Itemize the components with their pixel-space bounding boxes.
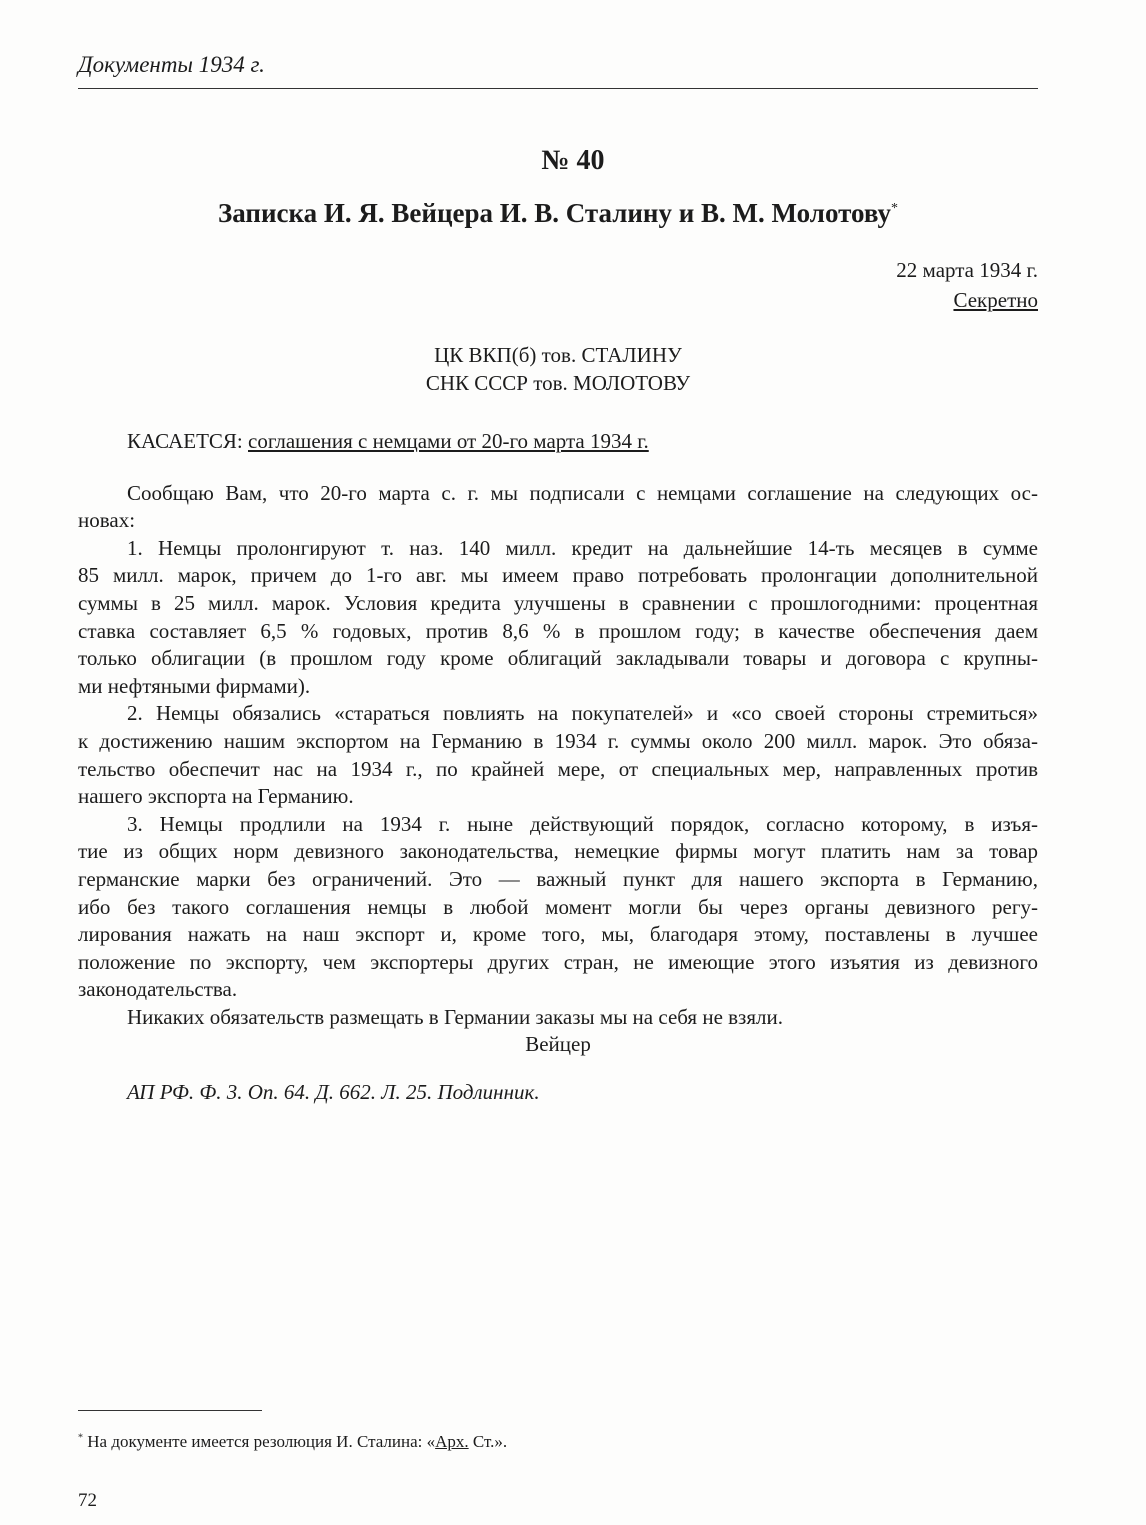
text-line: 1. Немцы пролонгируют т. наз. 140 милл. кредит на дальнейшие 14-ть месяцев в сумме (127, 535, 1038, 560)
header-rule (78, 88, 1038, 89)
text-line: суммы в 25 милл. марок. Условия кредита улучшены в сравнении с прошлогодними: процентная (78, 590, 1038, 615)
subject-label: КАСАЕТСЯ: (127, 429, 243, 453)
text-line: тельство обеспечит нас на 1934 г., по крайней мере, от специальных мер, направленных против (78, 756, 1038, 781)
footnote (78, 1432, 507, 1452)
footnote-underlined: Арх. (435, 1432, 469, 1451)
paragraphs (78, 480, 1038, 1032)
paragraph (78, 1004, 1038, 1032)
addressee-1: ЦК ВКП(б) тов. СТАЛИНУ (434, 343, 682, 367)
document-body (78, 428, 1038, 1107)
subject-text: соглашения с немцами от 20-го марта 1934 г. (248, 429, 649, 453)
footnote-text: На документе имеется резолюция И. Сталина: « (87, 1432, 436, 1451)
document-number: № 40 (541, 145, 605, 176)
text-line: 2. Немцы обязались «стараться повлиять на покупателей» и «со своей стороны стремиться» (127, 701, 1038, 726)
footnote-text-end: Ст.». (468, 1432, 508, 1451)
document-title-block (78, 198, 1038, 229)
archival-source: АП РФ. Ф. 3. Оп. 64. Д. 662. Л. 25. Подлинник. (127, 1080, 540, 1105)
text-line: ми нефтяными фирмами). (78, 673, 311, 698)
text-line: ставка составляет 6,5 % годовых, против 8,6 % в прошлом году; в качестве обеспечения даем (78, 618, 1038, 643)
subject-line (78, 428, 1038, 456)
footnote-rule (78, 1410, 262, 1411)
footnote-marker: * (891, 201, 898, 216)
paragraph (78, 480, 1038, 535)
text-line: нашего экспорта на Германию. (78, 784, 354, 809)
paragraph (78, 535, 1038, 701)
document-date: 22 марта 1934 г. (896, 258, 1038, 282)
paragraph (78, 700, 1038, 810)
text-line: 85 милл. марок, причем до 1-го авг. мы имеем право потребовать пролонгации дополнительной (78, 563, 1038, 588)
text-line: положение по экспорту, чем экспортеры других стран, не имеющие этого изъятия из девизного (78, 949, 1038, 974)
running-head: Документы 1934 г. (78, 52, 265, 77)
text-line: тие из общих норм девизного законодательства, немецкие фирмы могут платить нам за товар (78, 839, 1038, 864)
text-line: 3. Немцы продлили на 1934 г. ныне действующий порядок, согласно которому, в изъя- (127, 811, 1038, 836)
paragraph (78, 811, 1038, 1004)
text-line: новах: (78, 508, 136, 533)
text-line: ибо без такого соглашения немцы в любой момент могли бы через органы девизного регу- (78, 894, 1038, 919)
page-number: 72 (78, 1490, 97, 1511)
text-line: лирования нажать на наш экспорт и, кроме того, мы, благодаря этому, поставлены в лучшее (78, 922, 1038, 947)
text-line: германские марки без ограничений. Это — важный пункт для нашего экспорта в Германию, (78, 866, 1038, 891)
document-title: Записка И. Я. Вейцера И. В. Сталину и В. М. Молотову (218, 198, 891, 228)
classification-stamp: Секретно (953, 288, 1038, 312)
text-line: Сообщаю Вам, что 20-го марта с. г. мы подписали с немцами соглашение на следующих ос- (127, 480, 1038, 505)
text-line: законодательства. (78, 977, 238, 1002)
signature: Вейцер (525, 1032, 591, 1057)
footnote-mark: * (78, 1432, 83, 1444)
addressee-2: СНК СССР тов. МОЛОТОВУ (425, 371, 691, 395)
text-line: к достижению нашим экспортом на Германию в 1934 г. суммы около 200 милл. марок. Это обяза- (78, 728, 1038, 753)
text-line: Никаких обязательств размещать в Германии заказы мы на себя не взяли. (127, 1004, 783, 1029)
text-line: только облигации (в прошлом году кроме облигаций закладывали товары и договора с крупны- (78, 646, 1038, 671)
